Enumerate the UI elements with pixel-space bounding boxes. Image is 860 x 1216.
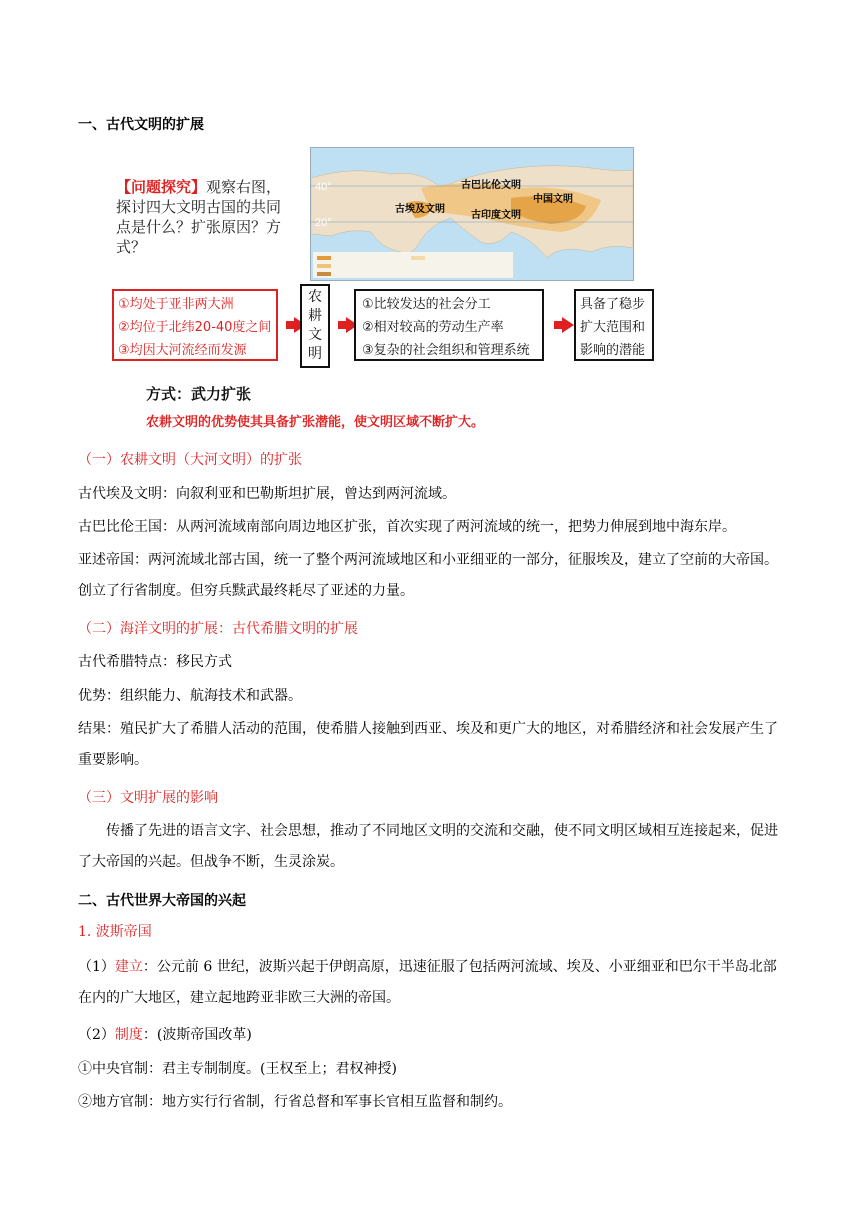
- common-point-1: ①均处于亚非两大洲: [118, 297, 234, 312]
- paragraph-central-system: ①中央官制：君主专制制度。(王权至上；君权神授): [78, 1061, 397, 1077]
- paragraph-babylon: 古巴比伦王国：从两河流域南部向周边地区扩张，首次实现了两河流域的统一，把势力伸展到地中海东岸。: [78, 519, 736, 535]
- paragraph-system: [78, 1020, 784, 1051]
- advantage-3: ③复杂的社会组织和管理系统: [362, 343, 530, 358]
- common-points-box: [112, 289, 278, 361]
- question-tag: 【问题探究】: [116, 178, 207, 196]
- map-label-babylon: 古巴比伦文明: [461, 180, 521, 191]
- section-heading-2: 二、古代世界大帝国的兴起: [78, 893, 246, 909]
- item-number: （2）: [78, 1027, 115, 1043]
- system-text: ：(波斯帝国改革): [142, 1027, 252, 1043]
- advantage-2: ②相对较高的劳动生产率: [362, 320, 504, 335]
- illustration-figure: [110, 143, 656, 433]
- subheading-persian-empire: 1. 波斯帝国: [78, 924, 152, 940]
- potential-box: 具备了稳步扩大范围和影响的潜能: [574, 289, 654, 361]
- lat-40-label: 40°: [315, 181, 332, 193]
- map-label-egypt: 古埃及文明: [395, 204, 445, 215]
- lat-20-label: 20°: [315, 217, 332, 229]
- subsection-title-2: （二）海洋文明的扩展：古代希腊文明的扩展: [78, 621, 358, 637]
- figure-conclusion: 农耕文明的优势使其具备扩张潜能，使文明区域不断扩大。: [146, 415, 485, 430]
- paragraph-founding: [78, 952, 784, 1014]
- common-point-3: ③均因大河流经而发源: [118, 343, 247, 358]
- agricultural-civilization-box: 农耕文明: [300, 284, 330, 368]
- paragraph-greece-result: 结果：殖民扩大了希腊人活动的范围，使希腊人接触到西亚、埃及和更广大的地区，对希腊经济和社会发展产生了重要影响。: [78, 721, 778, 768]
- paragraph-local-system: ②地方官制：地方实行行省制，行省总督和军事长官相互监督和制约。: [78, 1094, 512, 1110]
- expansion-method: 方式：武力扩张: [146, 385, 252, 403]
- keyword-system: 制度: [114, 1027, 143, 1043]
- arrow-right-icon: [562, 317, 574, 333]
- subsection-title-1: （一）农耕文明（大河文明）的扩张: [78, 452, 302, 468]
- keyword-founding: 建立: [114, 959, 143, 975]
- paragraph-assyria: 亚述帝国：两河流域北部古国，统一了整个两河流域地区和小亚细亚的一部分，征服埃及，建立了空前的大帝国。创立了行省制度。但穷兵黩武最终耗尽了亚述的力量。: [78, 552, 778, 599]
- paragraph-impact: 传播了先进的语言文字、社会思想，推动了不同地区文明的交流和交融，使不同文明区域相互连接起来，促进了大帝国的兴起。但战争不断，生灵涂炭。: [78, 823, 778, 870]
- map-label-china: 中国文明: [533, 194, 573, 205]
- advantage-1: ①比较发达的社会分工: [362, 297, 491, 312]
- paragraph-greece-feature: 古代希腊特点：移民方式: [78, 654, 232, 670]
- item-number: （1）: [78, 959, 115, 975]
- civilizations-map: [310, 147, 634, 281]
- advantages-box: [354, 289, 544, 361]
- section-heading-1: 一、古代文明的扩展: [78, 117, 204, 133]
- founding-text: ：公元前 6 世纪，波斯兴起于伊朗高原，迅速征服了包括两河流域、埃及、小亚细亚和巴尔干半岛北部在内的广大地区，建立起地跨亚非欧三大洲的帝国。: [78, 959, 777, 1006]
- paragraph-greece-advantage: 优势：组织能力、航海技术和武器。: [78, 688, 302, 704]
- question-prompt: [116, 177, 294, 257]
- question-text: 观察右图，探讨四大文明古国的共同点是什么？扩张原因？方式？: [116, 178, 282, 256]
- subsection-title-3: （三）文明扩展的影响: [78, 790, 218, 806]
- map-label-india: 古印度文明: [471, 210, 521, 221]
- paragraph-egypt: 古代埃及文明：向叙利亚和巴勒斯坦扩展，曾达到两河流域。: [78, 486, 456, 502]
- common-point-2: ②均位于北纬20-40度之间: [118, 320, 272, 335]
